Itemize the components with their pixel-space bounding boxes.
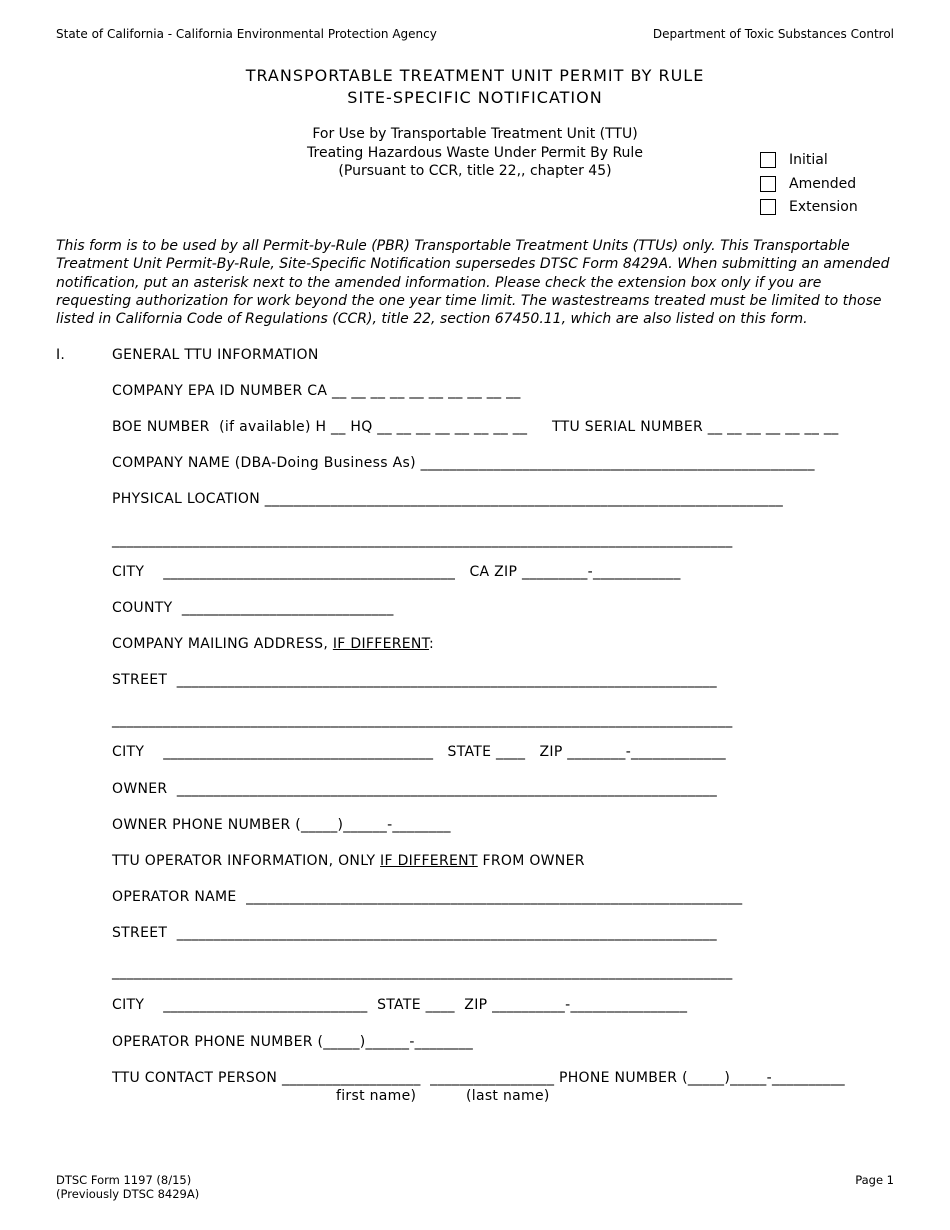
operator-info-heading <box>112 853 585 869</box>
option-initial[interactable] <box>760 152 828 168</box>
initial-checkbox[interactable] <box>760 152 776 168</box>
subtitle-line3: (Pursuant to CCR, title 22,, chapter 45) <box>338 163 612 179</box>
section-title: GENERAL TTU INFORMATION <box>112 347 319 363</box>
owner-phone-field[interactable]: OWNER PHONE NUMBER (_____)______-________ <box>112 817 451 833</box>
mailing-emphasis: IF DIFFERENT <box>332 636 429 652</box>
extension-checkbox[interactable] <box>760 199 776 215</box>
header-agency: State of California - California Environmental Protection Agency <box>56 27 437 41</box>
mailing-street-line2[interactable]: _____________________________________________________________________________________ <box>112 712 733 728</box>
mailing-suffix: : <box>429 636 435 652</box>
option-amended[interactable] <box>760 176 856 192</box>
subtitle-line2: Treating Hazardous Waste Under Permit By Rule <box>307 145 643 161</box>
operator-name-field[interactable]: OPERATOR NAME ____________________________________________________________________ <box>112 889 743 905</box>
epa-id-field[interactable]: COMPANY EPA ID NUMBER CA __ __ __ __ __ __ __ __ __ __ <box>112 383 521 399</box>
operator-emphasis: IF DIFFERENT <box>380 853 478 869</box>
form-title-line1: TRANSPORTABLE TREATMENT UNIT PERMIT BY RULE <box>245 66 705 85</box>
header-department: Department of Toxic Substances Control <box>652 27 894 41</box>
mailing-address-heading <box>112 636 434 652</box>
physical-location-field[interactable]: PHYSICAL LOCATION _______________________________________________________________________ <box>112 491 784 507</box>
physical-location-line2[interactable]: _____________________________________________________________________________________ <box>112 532 733 548</box>
extension-label: Extension <box>789 199 858 215</box>
city-zip-field[interactable]: CITY ________________________________________ CA ZIP _________-____________ <box>112 564 681 580</box>
amended-checkbox[interactable] <box>760 176 776 192</box>
contact-person-field[interactable]: TTU CONTACT PERSON ___________________ _________________ PHONE NUMBER (_____)_____-__________ <box>112 1070 845 1086</box>
subtitle-line1: For Use by Transportable Treatment Unit (TTU) <box>312 126 638 142</box>
operator-street-line2[interactable]: _____________________________________________________________________________________ <box>112 964 733 980</box>
section-number: I. <box>56 347 66 363</box>
operator-phone-field[interactable]: OPERATOR PHONE NUMBER (_____)______-________ <box>112 1034 474 1050</box>
mailing-prefix: COMPANY MAILING ADDRESS, <box>112 636 333 652</box>
operator-street-field[interactable]: STREET __________________________________________________________________________ <box>112 925 717 941</box>
initial-label: Initial <box>789 152 828 168</box>
operator-suffix: FROM OWNER <box>477 853 585 869</box>
ttu-serial-field[interactable]: TTU SERIAL NUMBER __ __ __ __ __ __ __ <box>552 419 839 435</box>
county-field[interactable]: COUNTY _____________________________ <box>112 600 394 616</box>
first-name-caption: first name) <box>336 1088 417 1104</box>
form-number: DTSC Form 1197 (8/15) <box>56 1173 192 1187</box>
owner-field[interactable]: OWNER __________________________________________________________________________ <box>112 781 718 797</box>
mailing-street-field[interactable]: STREET __________________________________________________________________________ <box>112 672 717 688</box>
previous-form: (Previously DTSC 8429A) <box>56 1187 200 1201</box>
last-name-caption: (last name) <box>466 1088 550 1104</box>
boe-number-field[interactable]: BOE NUMBER (if available) H __ HQ __ __ __ __ __ __ __ __ <box>112 419 528 435</box>
form-title-line2: SITE-SPECIFIC NOTIFICATION <box>347 88 603 107</box>
amended-label: Amended <box>789 176 857 192</box>
mailing-city-state-zip[interactable]: CITY _____________________________________ STATE ____ ZIP ________-_____________ <box>112 744 726 760</box>
operator-city-state-zip[interactable]: CITY ____________________________ STATE ____ ZIP __________-________________ <box>112 997 688 1013</box>
instructions-paragraph: This form is to be used by all Permit-by-Rule (PBR) Transportable Treatment Units (TTUs) only. This Transportable Treatment Unit Permit-By-Rule, Site-Specific Notification supersedes DTSC Form 8429A. When submitting an amended notification, put an asterisk next to the amended information. Please check the extension box only if you are requesting authorization for work beyond the one year time limit. The wastestreams treated must be limited to those listed in California Code of Regulations (CCR), title 22, section 67450.11, which are also listed on this form. <box>56 238 890 328</box>
operator-prefix: TTU OPERATOR INFORMATION, ONLY <box>112 853 381 869</box>
page-number: Page 1 <box>855 1173 894 1187</box>
company-name-field[interactable]: COMPANY NAME (DBA-Doing Business As) ______________________________________________________ <box>112 455 815 471</box>
option-extension[interactable] <box>760 199 858 215</box>
